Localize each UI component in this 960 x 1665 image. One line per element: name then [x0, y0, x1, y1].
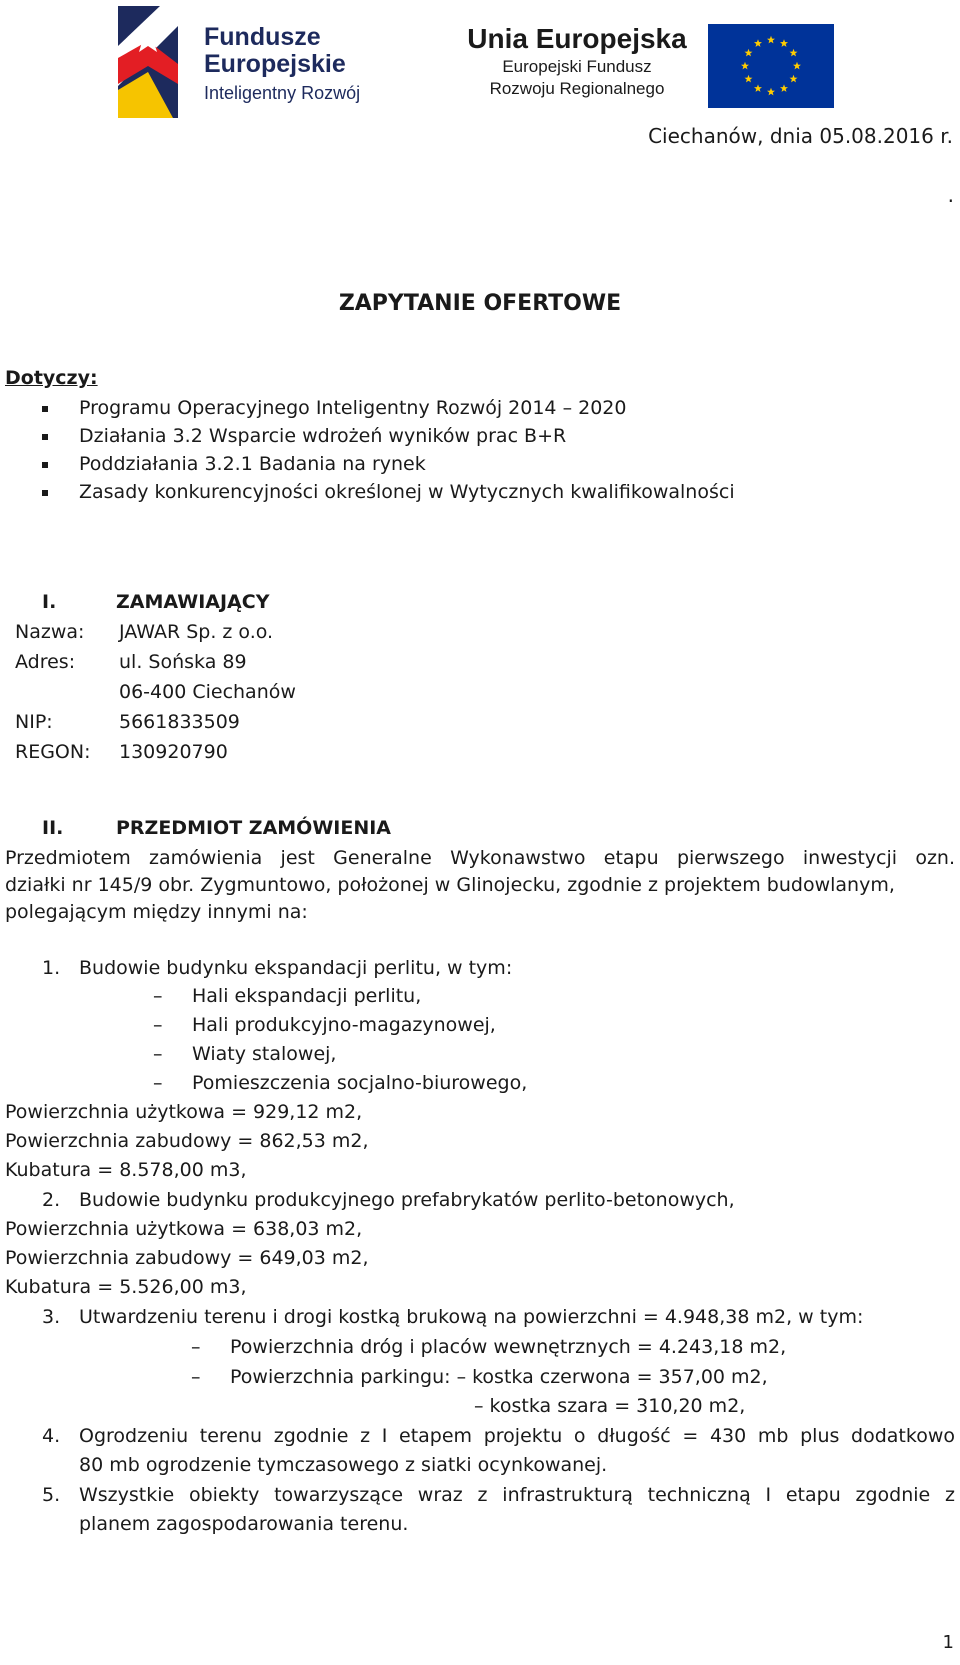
- item2-text: Budowie budynku produkcyjnego prefabrykatów perlito-betonowych,: [79, 1189, 735, 1211]
- item3-number: 3.: [42, 1306, 61, 1328]
- item1-sub-2: Hali produkcyjno-magazynowej,: [192, 1014, 496, 1036]
- section2-intro-line3: polegającym między innymi na:: [5, 901, 308, 923]
- item3-sub-2: Powierzchnia parkingu: – kostka czerwona = 357,00 m2,: [230, 1366, 768, 1388]
- item2-stat-3: Kubatura = 5.526,00 m3,: [5, 1276, 247, 1298]
- zamawiajacy-nip-label: NIP:: [15, 711, 53, 733]
- ue-logo-title: Unia Europejska: [467, 23, 687, 54]
- header-logos: [0, 0, 960, 125]
- zamawiajacy-adres-value: ul. Sońska 89: [119, 651, 247, 673]
- item1-sub-1: Hali ekspandacji perlitu,: [192, 985, 422, 1007]
- dash-icon: –: [191, 1366, 201, 1388]
- item1-stat-2: Powierzchnia zabudowy = 862,53 m2,: [5, 1130, 369, 1152]
- fundusze-europejskie-logo: [118, 6, 438, 122]
- dash-icon: –: [153, 1072, 163, 1094]
- item4-line1: Ogrodzeniu terenu zgodnie z I etapem projektu o długość = 430 mb plus dodatkowo: [79, 1425, 955, 1447]
- page-number: 1: [942, 1632, 954, 1653]
- item5-line1: Wszystkie obiekty towarzyszące wraz z infrastrukturą techniczną I etapu zgodnie z: [79, 1484, 955, 1506]
- unia-europejska-logo-text: [462, 22, 692, 100]
- item1-sub-3: Wiaty stalowej,: [192, 1043, 337, 1065]
- item5-number: 5.: [42, 1484, 61, 1506]
- bullet-icon: [42, 434, 48, 440]
- item4-number: 4.: [42, 1425, 61, 1447]
- document-date: Ciechanów, dnia 05.08.2016 r.: [648, 124, 953, 148]
- fe-logo-line3: Inteligentny Rozwój: [204, 83, 361, 103]
- bullet-icon: [42, 406, 48, 412]
- item3-sub-1: Powierzchnia dróg i placów wewnętrznych = 4.243,18 m2,: [230, 1336, 787, 1358]
- zamawiajacy-nazwa-label: Nazwa:: [15, 621, 85, 643]
- dotyczy-item-3: Poddziałania 3.2.1 Badania na rynek: [79, 453, 426, 475]
- dotyczy-item-1: Programu Operacyjnego Inteligentny Rozwój 2014 – 2020: [79, 397, 627, 419]
- item1-sub-4: Pomieszczenia socjalno-biurowego,: [192, 1072, 528, 1094]
- fe-logo-text: [204, 24, 360, 108]
- item1-number: 1.: [42, 957, 61, 979]
- item3-text: Utwardzeniu terenu i drogi kostką brukową na powierzchni = 4.948,38 m2, w tym:: [79, 1306, 864, 1328]
- fe-logo-line2: Europejskie: [204, 50, 346, 78]
- eu-flag-icon: [708, 24, 834, 108]
- item5-line2: planem zagospodarowania terenu.: [79, 1513, 409, 1535]
- section2-heading: PRZEDMIOT ZAMÓWIENIA: [116, 817, 392, 839]
- item4-line2: 80 mb ogrodzenie tymczasowego z siatki ocynkowanej.: [79, 1454, 608, 1476]
- item2-stat-1: Powierzchnia użytkowa = 638,03 m2,: [5, 1218, 363, 1240]
- zamawiajacy-nip-value: 5661833509: [119, 711, 240, 733]
- dotyczy-item-2: Działania 3.2 Wsparcie wdrożeń wyników prac B+R: [79, 425, 567, 447]
- zamawiajacy-regon-label: REGON:: [15, 741, 91, 763]
- section2-intro-line1: Przedmiotem zamówienia jest Generalne Wykonawstwo etapu pierwszego inwestycji ozn.: [5, 847, 955, 869]
- item1-text: Budowie budynku ekspandacji perlitu, w tym:: [79, 957, 513, 979]
- zamawiajacy-regon-value: 130920790: [119, 741, 228, 763]
- dotyczy-item-4: Zasady konkurencyjności określonej w Wytycznych kwalifikowalności: [79, 481, 735, 503]
- ue-logo-sub2: Rozwoju Regionalnego: [489, 79, 665, 98]
- section2-number: II.: [42, 817, 64, 839]
- dash-icon: –: [153, 1043, 163, 1065]
- stray-dot: .: [947, 183, 954, 207]
- section2-intro-line2: działki nr 145/9 obr. Zygmuntowo, położonej w Glinojecku, zgodnie z projektem budowlanym,: [5, 874, 895, 896]
- item1-stat-3: Kubatura = 8.578,00 m3,: [5, 1159, 247, 1181]
- item3-sub-3: – kostka szara = 310,20 m2,: [474, 1395, 746, 1417]
- document-title: ZAPYTANIE OFERTOWE: [338, 291, 622, 316]
- fe-logo-line1: Fundusze: [204, 23, 321, 51]
- item2-stat-2: Powierzchnia zabudowy = 649,03 m2,: [5, 1247, 369, 1269]
- bullet-icon: [42, 462, 48, 468]
- bullet-icon: [42, 490, 48, 496]
- dash-icon: –: [153, 985, 163, 1007]
- zamawiajacy-adres-city: 06-400 Ciechanów: [119, 681, 296, 703]
- dotyczy-label: Dotyczy:: [5, 367, 98, 389]
- section1-number: I.: [42, 591, 57, 613]
- dash-icon: –: [191, 1336, 201, 1358]
- ue-logo-sub1: Europejski Fundusz: [502, 57, 652, 76]
- section1-heading: ZAMAWIAJĄCY: [116, 591, 270, 613]
- fe-flag-icon: [118, 6, 178, 118]
- item1-stat-1: Powierzchnia użytkowa = 929,12 m2,: [5, 1101, 363, 1123]
- dash-icon: –: [153, 1014, 163, 1036]
- zamawiajacy-adres-label: Adres:: [15, 651, 76, 673]
- item2-number: 2.: [42, 1189, 61, 1211]
- zamawiajacy-nazwa-value: JAWAR Sp. z o.o.: [119, 621, 274, 643]
